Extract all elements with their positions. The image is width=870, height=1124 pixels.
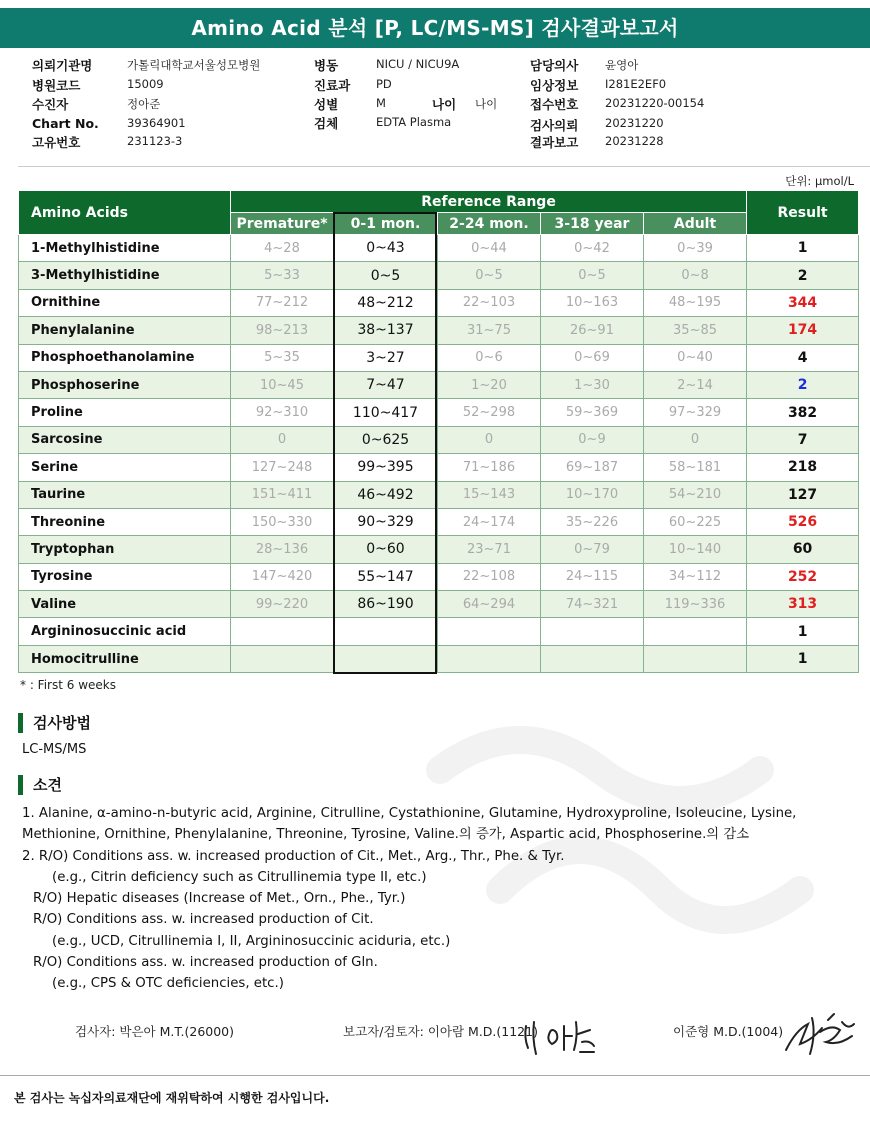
amino-acid-name: Proline bbox=[19, 399, 231, 426]
age-label: 나이 bbox=[432, 97, 457, 112]
clinical-label: 임상정보 bbox=[530, 78, 579, 93]
director-signature bbox=[782, 1010, 858, 1058]
reference-range-pre: 99~220 bbox=[231, 591, 334, 618]
amino-acid-name: Tyrosine bbox=[19, 563, 231, 590]
reference-range-neo: 0~60 bbox=[334, 536, 438, 563]
reference-range-adult: 0 bbox=[644, 426, 747, 453]
reference-range-m224: 0~6 bbox=[438, 344, 541, 371]
doctor-value: 윤영아 bbox=[605, 58, 639, 72]
table-row bbox=[19, 481, 859, 508]
comment-line: (e.g., CPS & OTC deficiencies, etc.) bbox=[52, 976, 284, 992]
footer-divider bbox=[0, 1075, 870, 1076]
reference-range-pre: 5~33 bbox=[231, 262, 334, 289]
col-header-adult: Adult bbox=[644, 213, 747, 235]
result-value: 174 bbox=[747, 317, 859, 344]
reference-range-y318: 10~163 bbox=[541, 289, 644, 316]
receipt-label: 접수번호 bbox=[530, 97, 579, 112]
request-label: 검사의뢰 bbox=[530, 118, 579, 133]
col-header-premature: Premature* bbox=[231, 213, 334, 235]
reference-range-m224: 71~186 bbox=[438, 454, 541, 481]
reference-range-adult: 0~8 bbox=[644, 262, 747, 289]
reference-range-m224: 0 bbox=[438, 426, 541, 453]
comment-line: R/O) Conditions ass. w. increased production of Cit. bbox=[33, 912, 374, 928]
unique-value: 231123-3 bbox=[127, 134, 183, 148]
reference-range-pre bbox=[231, 618, 334, 645]
table-row bbox=[19, 536, 859, 563]
reference-range-adult bbox=[644, 645, 747, 672]
reference-range-pre: 150~330 bbox=[231, 508, 334, 535]
reference-range-neo: 55~147 bbox=[334, 563, 438, 590]
tester-signature-label: 검사자: 박은아 M.T.(26000) bbox=[75, 1024, 235, 1039]
reference-range-neo: 7~47 bbox=[334, 371, 438, 398]
chart-value: 39364901 bbox=[127, 116, 186, 130]
result-value: 127 bbox=[747, 481, 859, 508]
reference-range-m224: 24~174 bbox=[438, 508, 541, 535]
reference-range-pre bbox=[231, 645, 334, 672]
patient-info-block bbox=[0, 54, 870, 166]
reference-range-pre: 0 bbox=[231, 426, 334, 453]
reference-range-adult: 60~225 bbox=[644, 508, 747, 535]
divider bbox=[18, 166, 870, 167]
dept-label: 진료과 bbox=[314, 78, 351, 93]
comment-line: (e.g., Citrin deficiency such as Citrullinemia type II, etc.) bbox=[52, 869, 427, 885]
reference-range-adult: 48~195 bbox=[644, 289, 747, 316]
result-value: 1 bbox=[747, 618, 859, 645]
reference-range-pre: 5~35 bbox=[231, 344, 334, 371]
reference-range-m224 bbox=[438, 645, 541, 672]
reference-range-adult: 35~85 bbox=[644, 317, 747, 344]
amino-acid-name: Valine bbox=[19, 591, 231, 618]
reference-range-neo bbox=[334, 618, 438, 645]
reference-range-pre: 127~248 bbox=[231, 454, 334, 481]
doctor-label: 담당의사 bbox=[530, 58, 579, 73]
reference-range-neo: 0~43 bbox=[334, 235, 438, 262]
comment-line: R/O) Conditions ass. w. increased production of Gln. bbox=[33, 955, 378, 971]
reference-range-pre: 10~45 bbox=[231, 371, 334, 398]
sex-label: 성별 bbox=[314, 97, 339, 112]
result-value: 2 bbox=[747, 262, 859, 289]
specimen-label: 검체 bbox=[314, 116, 339, 131]
table-row bbox=[19, 371, 859, 398]
institution-value: 가톨릭대학교서울성모병원 bbox=[127, 58, 261, 72]
reference-range-y318: 24~115 bbox=[541, 563, 644, 590]
director-signature-label: 이준형 M.D.(1004) bbox=[673, 1024, 784, 1039]
reference-range-m224: 23~71 bbox=[438, 536, 541, 563]
reference-range-y318: 0~79 bbox=[541, 536, 644, 563]
col-header-infant: 2-24 mon. bbox=[438, 213, 541, 235]
reference-range-y318: 0~5 bbox=[541, 262, 644, 289]
reference-range-m224: 52~298 bbox=[438, 399, 541, 426]
reference-range-neo: 46~492 bbox=[334, 481, 438, 508]
dept-value: PD bbox=[376, 77, 392, 91]
amino-acid-name: Threonine bbox=[19, 508, 231, 535]
reference-range-y318: 35~226 bbox=[541, 508, 644, 535]
table-row bbox=[19, 426, 859, 453]
table-row bbox=[19, 344, 859, 371]
col-header-reference-range: Reference Range bbox=[231, 191, 747, 213]
amino-acid-name: Homocitrulline bbox=[19, 645, 231, 672]
col-header-child: 3-18 year bbox=[541, 213, 644, 235]
reference-range-m224: 0~44 bbox=[438, 235, 541, 262]
reference-range-m224: 22~108 bbox=[438, 563, 541, 590]
reference-range-adult: 54~210 bbox=[644, 481, 747, 508]
reference-range-adult: 0~40 bbox=[644, 344, 747, 371]
amino-acid-name: Phosphoserine bbox=[19, 371, 231, 398]
reference-range-y318: 74~321 bbox=[541, 591, 644, 618]
hospital-code-value: 15009 bbox=[127, 77, 164, 91]
reference-range-pre: 151~411 bbox=[231, 481, 334, 508]
amino-acid-name: Taurine bbox=[19, 481, 231, 508]
table-row bbox=[19, 645, 859, 672]
specimen-value: EDTA Plasma bbox=[376, 115, 452, 129]
amino-acid-name: Argininosuccinic acid bbox=[19, 618, 231, 645]
reference-range-m224: 0~5 bbox=[438, 262, 541, 289]
amino-acid-name: Phosphoethanolamine bbox=[19, 344, 231, 371]
reference-range-y318: 26~91 bbox=[541, 317, 644, 344]
comments-block bbox=[22, 803, 862, 995]
reference-range-m224: 22~103 bbox=[438, 289, 541, 316]
method-heading: 검사방법 bbox=[18, 713, 91, 733]
comment-line: 2. R/O) Conditions ass. w. increased production of Cit., Met., Arg., Thr., Phe. & Tyr. bbox=[22, 848, 565, 864]
comment-line: R/O) Hepatic diseases (Increase of Met., Orn., Phe., Tyr.) bbox=[33, 891, 406, 907]
reference-range-y318: 0~42 bbox=[541, 235, 644, 262]
amino-acid-name: Tryptophan bbox=[19, 536, 231, 563]
result-value: 1 bbox=[747, 235, 859, 262]
age-value: 나이 bbox=[475, 97, 498, 111]
reference-range-adult bbox=[644, 618, 747, 645]
result-value: 1 bbox=[747, 645, 859, 672]
reference-range-neo: 0~625 bbox=[334, 426, 438, 453]
reporter-signature-label: 보고자/검토자: 이아람 M.D.(1121) bbox=[343, 1024, 538, 1039]
comment-heading: 소견 bbox=[18, 775, 62, 795]
result-value: 4 bbox=[747, 344, 859, 371]
reference-range-y318: 1~30 bbox=[541, 371, 644, 398]
table-row bbox=[19, 399, 859, 426]
col-header-result: Result bbox=[747, 191, 859, 235]
request-value: 20231220 bbox=[605, 116, 664, 130]
reference-range-adult: 0~39 bbox=[644, 235, 747, 262]
col-header-neonate: 0-1 mon. bbox=[334, 213, 438, 235]
footnote: * : First 6 weeks bbox=[20, 678, 116, 692]
reference-range-adult: 119~336 bbox=[644, 591, 747, 618]
reference-range-m224: 1~20 bbox=[438, 371, 541, 398]
result-value: 526 bbox=[747, 508, 859, 535]
patient-label: 수진자 bbox=[32, 97, 69, 112]
reference-range-y318: 69~187 bbox=[541, 454, 644, 481]
reference-range-pre: 4~28 bbox=[231, 235, 334, 262]
reference-range-adult: 10~140 bbox=[644, 536, 747, 563]
reference-range-adult: 34~112 bbox=[644, 563, 747, 590]
institution-label: 의뢰기관명 bbox=[32, 58, 93, 73]
result-value: 60 bbox=[747, 536, 859, 563]
reference-range-neo: 99~395 bbox=[334, 454, 438, 481]
amino-acid-name: Phenylalanine bbox=[19, 317, 231, 344]
amino-acid-name: 3-Methylhistidine bbox=[19, 262, 231, 289]
table-row bbox=[19, 454, 859, 481]
reference-range-neo: 3~27 bbox=[334, 344, 438, 371]
amino-acid-name: Ornithine bbox=[19, 289, 231, 316]
unique-label: 고유번호 bbox=[32, 135, 81, 150]
table-row bbox=[19, 508, 859, 535]
result-value: 344 bbox=[747, 289, 859, 316]
sex-value: M bbox=[376, 96, 386, 110]
reference-range-neo: 48~212 bbox=[334, 289, 438, 316]
reference-range-adult: 97~329 bbox=[644, 399, 747, 426]
reference-range-m224: 64~294 bbox=[438, 591, 541, 618]
table-row bbox=[19, 563, 859, 590]
reference-range-neo: 38~137 bbox=[334, 317, 438, 344]
table-row bbox=[19, 591, 859, 618]
reference-range-pre: 77~212 bbox=[231, 289, 334, 316]
amino-acid-name: Serine bbox=[19, 454, 231, 481]
report-date-label: 결과보고 bbox=[530, 135, 579, 150]
amino-acid-table bbox=[18, 190, 859, 673]
result-value: 2 bbox=[747, 371, 859, 398]
reference-range-pre: 28~136 bbox=[231, 536, 334, 563]
comment-line: Methionine, Ornithine, Phenylalanine, Threonine, Tyrosine, Valine.의 증가, Aspartic acid, Phosphoserine.의 감소 bbox=[22, 827, 750, 843]
result-value: 7 bbox=[747, 426, 859, 453]
result-value: 218 bbox=[747, 454, 859, 481]
reference-range-pre: 92~310 bbox=[231, 399, 334, 426]
col-header-amino-acids: Amino Acids bbox=[19, 191, 231, 235]
table-row bbox=[19, 618, 859, 645]
reference-range-neo: 90~329 bbox=[334, 508, 438, 535]
reference-range-y318 bbox=[541, 645, 644, 672]
receipt-value: 20231220-00154 bbox=[605, 96, 705, 110]
reference-range-adult: 2~14 bbox=[644, 371, 747, 398]
reference-range-y318: 10~170 bbox=[541, 481, 644, 508]
reference-range-neo: 110~417 bbox=[334, 399, 438, 426]
report-title: Amino Acid 분석 [P, LC/MS-MS] 검사결과보고서 bbox=[0, 8, 870, 48]
amino-acid-name: Sarcosine bbox=[19, 426, 231, 453]
reference-range-m224: 31~75 bbox=[438, 317, 541, 344]
reference-range-m224 bbox=[438, 618, 541, 645]
method-text: LC-MS/MS bbox=[22, 742, 87, 757]
reference-range-pre: 147~420 bbox=[231, 563, 334, 590]
unit-label: 단위: μmol/L bbox=[785, 174, 854, 188]
table-row bbox=[19, 289, 859, 316]
reference-range-y318: 0~9 bbox=[541, 426, 644, 453]
chart-label: Chart No. bbox=[32, 116, 99, 131]
comment-line: (e.g., UCD, Citrullinemia I, II, Argininosuccinic aciduria, etc.) bbox=[52, 933, 451, 949]
reference-range-neo: 0~5 bbox=[334, 262, 438, 289]
report-date-value: 20231228 bbox=[605, 134, 664, 148]
reference-range-neo bbox=[334, 645, 438, 672]
hospital-code-label: 병원코드 bbox=[32, 78, 81, 93]
ward-value: NICU / NICU9A bbox=[376, 57, 460, 71]
reference-range-y318: 0~69 bbox=[541, 344, 644, 371]
footer-note: 본 검사는 녹십자의료재단에 재위탁하여 시행한 검사입니다. bbox=[14, 1091, 330, 1105]
result-value: 382 bbox=[747, 399, 859, 426]
amino-acid-name: 1-Methylhistidine bbox=[19, 235, 231, 262]
table-row bbox=[19, 262, 859, 289]
reference-range-m224: 15~143 bbox=[438, 481, 541, 508]
clinical-value: I281E2EF0 bbox=[605, 77, 667, 91]
reporter-signature bbox=[520, 1012, 600, 1058]
result-value: 252 bbox=[747, 563, 859, 590]
reference-range-adult: 58~181 bbox=[644, 454, 747, 481]
reference-range-pre: 98~213 bbox=[231, 317, 334, 344]
table-row bbox=[19, 235, 859, 262]
reference-range-y318: 59~369 bbox=[541, 399, 644, 426]
comment-line: 1. Alanine, α-amino-n-butyric acid, Arginine, Citrulline, Cystathionine, Glutamine, Hydroxyproline, Isoleucine, Lysine, bbox=[22, 806, 797, 821]
reference-range-neo: 86~190 bbox=[334, 591, 438, 618]
table-row bbox=[19, 317, 859, 344]
reference-range-y318 bbox=[541, 618, 644, 645]
patient-value: 정아준 bbox=[127, 97, 161, 111]
ward-label: 병동 bbox=[314, 58, 339, 73]
result-value: 313 bbox=[747, 591, 859, 618]
